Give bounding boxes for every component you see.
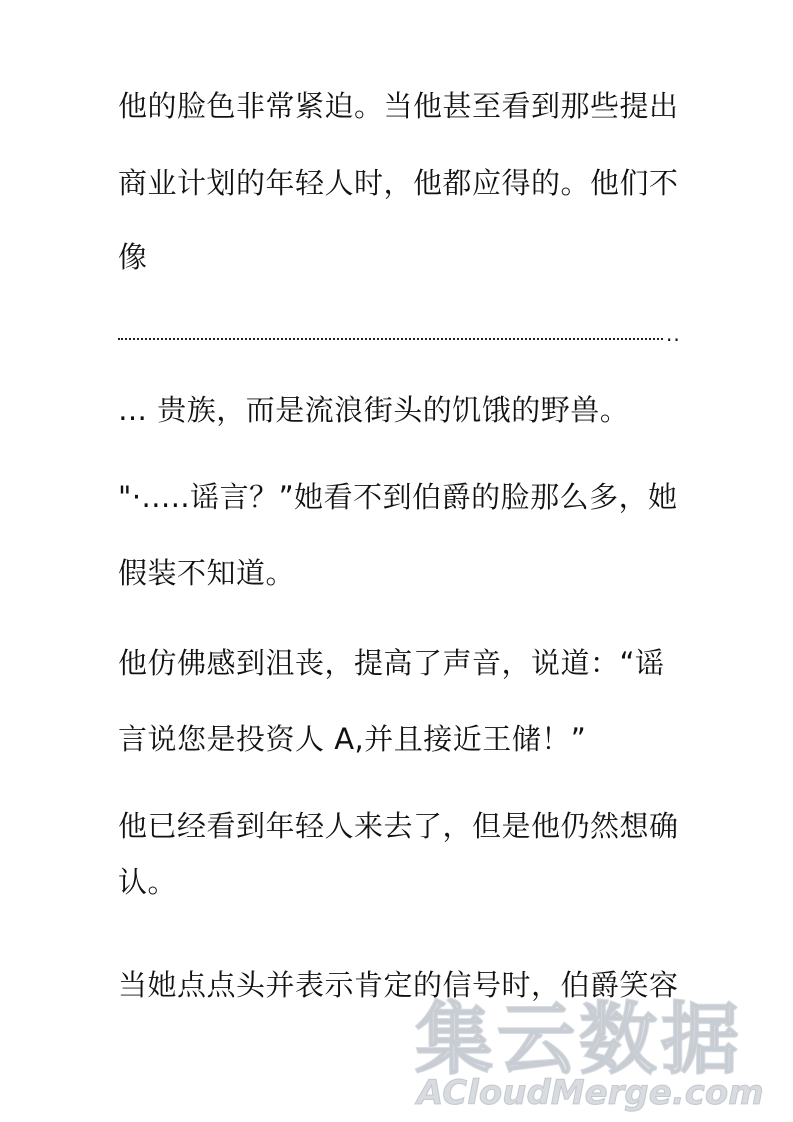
- text-line-11: 当她点点头并表示肯定的信号时，伯爵笑容: [118, 968, 679, 1002]
- text-line-1: 他的脸色非常紧迫。当他甚至看到那些提出: [118, 89, 679, 123]
- watermark-en-text: ACloudMerge.com: [417, 1073, 764, 1113]
- text-line-2: 商业计划的年轻人时，他都应得的。他们不: [118, 166, 679, 200]
- text-line-4: … 贵族，而是流浪街头的饥饿的野兽。: [118, 393, 630, 427]
- text-line-8: 言说您是投资人 A,并且接近王储！”: [118, 722, 587, 756]
- watermark-logo: [405, 995, 790, 1120]
- dotted-separator-tail: ..: [666, 322, 681, 346]
- dotted-separator: [118, 318, 663, 340]
- text-line-10: 认。: [118, 865, 178, 899]
- watermark-cn-text: 集云数据: [415, 995, 744, 1085]
- text-line-9: 他已经看到年轻人来去了，但是他仍然想确: [118, 809, 679, 843]
- text-line-3: 像: [118, 240, 148, 274]
- text-line-5: "·.....谣言？”她看不到伯爵的脸那么多，她: [118, 480, 678, 514]
- text-line-6: 假装不知道。: [118, 556, 296, 590]
- text-line-7: 他仿佛感到沮丧，提高了声音，说道：“谣: [118, 646, 665, 680]
